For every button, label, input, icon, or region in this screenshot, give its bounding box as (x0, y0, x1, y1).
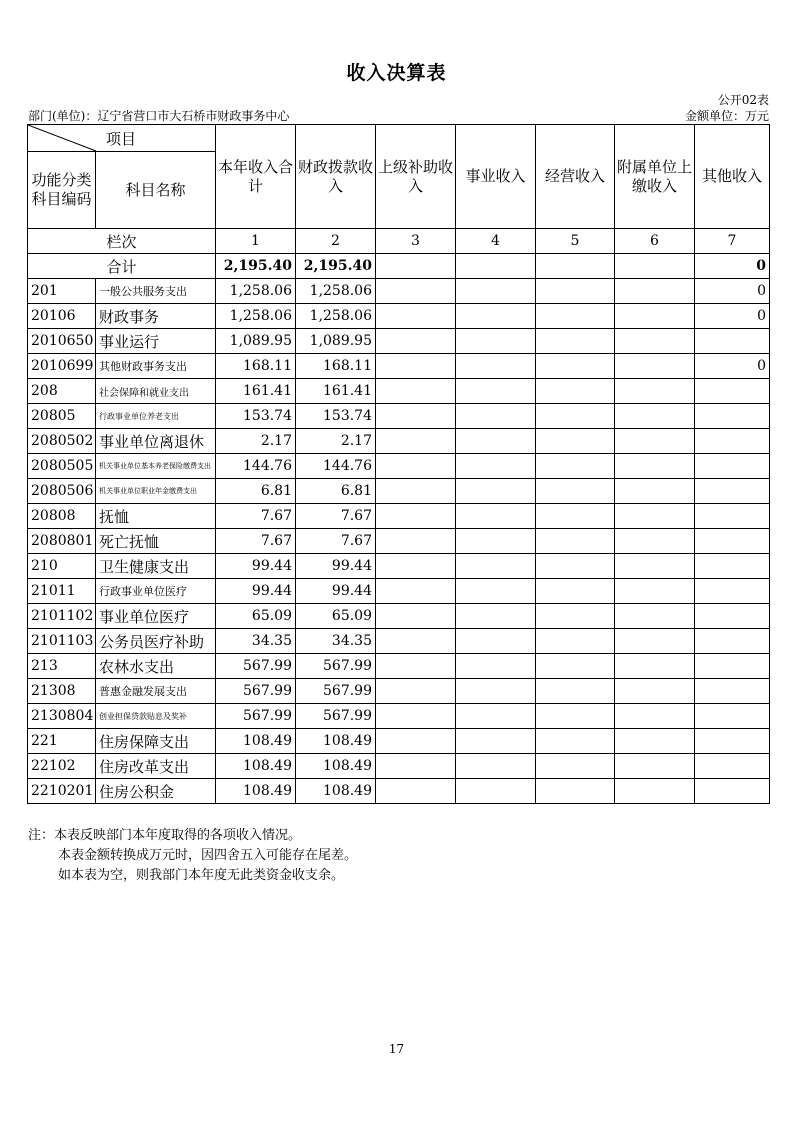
func-code-header: 功能分类科目编码 (28, 152, 96, 229)
row-value (695, 654, 770, 679)
table-row (28, 304, 770, 329)
row-value (695, 529, 770, 554)
row-value: 161.41 (296, 379, 376, 404)
row-value (536, 304, 615, 329)
row-value (376, 604, 456, 629)
row-value (456, 404, 536, 429)
row-value (536, 729, 615, 754)
row-value (376, 579, 456, 604)
row-code: 210 (28, 554, 96, 579)
row-value: 567.99 (216, 679, 296, 704)
row-value (456, 479, 536, 504)
note-line: 注：本表反映部门本年度取得的各项收入情况。 (28, 828, 302, 843)
note-line: 如本表为空，则我部门本年度无此类资金收支余。 (58, 868, 345, 883)
row-value (615, 604, 695, 629)
row-value (536, 404, 615, 429)
row-code: 201 (28, 279, 96, 304)
row-value (376, 479, 456, 504)
header-row (28, 125, 770, 152)
total-value: 2,195.40 (296, 254, 376, 279)
row-value (536, 379, 615, 404)
row-value (376, 454, 456, 479)
row-value: 1,089.95 (216, 329, 296, 354)
row-code: 21308 (28, 679, 96, 704)
row-value (376, 554, 456, 579)
row-value (456, 604, 536, 629)
row-value (695, 579, 770, 604)
row-value (456, 454, 536, 479)
table-row (28, 579, 770, 604)
col-number: 7 (695, 229, 770, 254)
row-value (536, 454, 615, 479)
row-value (695, 604, 770, 629)
row-name: 财政事务 (96, 304, 216, 329)
table-row (28, 404, 770, 429)
row-value (695, 379, 770, 404)
row-value: 144.76 (216, 454, 296, 479)
row-value: 34.35 (216, 629, 296, 654)
row-value (615, 629, 695, 654)
row-value (536, 354, 615, 379)
row-value: 34.35 (296, 629, 376, 654)
row-value: 108.49 (216, 729, 296, 754)
col-header-4: 事业收入 (456, 125, 536, 229)
row-value (376, 779, 456, 804)
total-value (536, 254, 615, 279)
row-name: 住房改革支出 (96, 754, 216, 779)
notes (28, 826, 357, 886)
row-value (536, 779, 615, 804)
row-value (536, 279, 615, 304)
table-row (28, 554, 770, 579)
row-value (536, 629, 615, 654)
row-code: 2010650 (28, 329, 96, 354)
row-value (376, 404, 456, 429)
row-value (615, 279, 695, 304)
table-row (28, 504, 770, 529)
table-row (28, 779, 770, 804)
row-value: 99.44 (216, 554, 296, 579)
total-value: 2,195.40 (216, 254, 296, 279)
row-value (615, 454, 695, 479)
row-value (376, 429, 456, 454)
row-value (376, 279, 456, 304)
row-code: 22102 (28, 754, 96, 779)
row-value (456, 704, 536, 729)
row-name: 创业担保贷款贴息及奖补 (96, 704, 216, 729)
row-value (376, 679, 456, 704)
income-table (27, 124, 770, 804)
row-value: 99.44 (296, 579, 376, 604)
total-value (615, 254, 695, 279)
total-value (376, 254, 456, 279)
row-code: 2010699 (28, 354, 96, 379)
row-value: 2.17 (296, 429, 376, 454)
row-value: 7.67 (216, 504, 296, 529)
row-value (536, 604, 615, 629)
row-value: 108.49 (296, 754, 376, 779)
row-value: 168.11 (296, 354, 376, 379)
row-value: 0 (695, 279, 770, 304)
row-code: 20808 (28, 504, 96, 529)
row-value: 567.99 (296, 654, 376, 679)
row-value: 6.81 (296, 479, 376, 504)
row-name: 其他财政事务支出 (96, 354, 216, 379)
table-row (28, 454, 770, 479)
row-value (376, 304, 456, 329)
row-value (695, 679, 770, 704)
row-name: 住房公积金 (96, 779, 216, 804)
row-value (695, 554, 770, 579)
row-name: 公务员医疗补助 (96, 629, 216, 654)
row-name: 卫生健康支出 (96, 554, 216, 579)
row-value (376, 654, 456, 679)
row-value (456, 379, 536, 404)
row-value: 567.99 (216, 654, 296, 679)
row-value (456, 579, 536, 604)
col-header-7: 其他收入 (695, 125, 770, 229)
col-number: 5 (536, 229, 615, 254)
total-label: 合计 (28, 254, 216, 279)
row-value (695, 704, 770, 729)
col-header-1: 本年收入合计 (216, 125, 296, 229)
row-value (695, 504, 770, 529)
col-header-2: 财政拨款收入 (296, 125, 376, 229)
row-value (615, 779, 695, 804)
row-value (695, 454, 770, 479)
row-value (536, 429, 615, 454)
form-number: 公开02表 (717, 93, 769, 107)
col-number: 3 (376, 229, 456, 254)
col-header-3: 上级补助收入 (376, 125, 456, 229)
row-value (615, 554, 695, 579)
row-value: 567.99 (296, 679, 376, 704)
row-code: 2101102 (28, 604, 96, 629)
row-value: 153.74 (296, 404, 376, 429)
row-value (376, 504, 456, 529)
total-value (456, 254, 536, 279)
row-code: 20805 (28, 404, 96, 429)
row-value (536, 579, 615, 604)
row-value (456, 279, 536, 304)
table-row (28, 729, 770, 754)
page-number: 17 (388, 1042, 405, 1056)
row-value (615, 679, 695, 704)
row-name: 一般公共服务支出 (96, 279, 216, 304)
row-value (615, 529, 695, 554)
table-row (28, 754, 770, 779)
total-value: 0 (695, 254, 770, 279)
row-value: 1,258.06 (296, 279, 376, 304)
row-value (536, 654, 615, 679)
row-value (456, 779, 536, 804)
row-value (456, 754, 536, 779)
row-name: 事业运行 (96, 329, 216, 354)
row-name: 事业单位医疗 (96, 604, 216, 629)
row-value (456, 729, 536, 754)
row-value (615, 304, 695, 329)
table-row (28, 429, 770, 454)
department-label: 部门(单位)：辽宁省营口市大石桥市财政事务中心 (28, 109, 290, 123)
row-value (695, 779, 770, 804)
row-value: 99.44 (296, 554, 376, 579)
row-value (456, 429, 536, 454)
row-value (615, 729, 695, 754)
table-row (28, 629, 770, 654)
row-code: 208 (28, 379, 96, 404)
row-value: 6.81 (216, 479, 296, 504)
row-value: 65.09 (296, 604, 376, 629)
row-value (615, 379, 695, 404)
row-value: 65.09 (216, 604, 296, 629)
row-value: 161.41 (216, 379, 296, 404)
col-header-5: 经营收入 (536, 125, 615, 229)
row-value: 7.67 (216, 529, 296, 554)
row-value (376, 379, 456, 404)
row-value: 99.44 (216, 579, 296, 604)
row-value (615, 329, 695, 354)
row-value: 2.17 (216, 429, 296, 454)
row-value (456, 354, 536, 379)
row-value: 153.74 (216, 404, 296, 429)
row-name: 普惠金融发展支出 (96, 679, 216, 704)
subject-name-header: 科目名称 (96, 152, 216, 229)
row-value (695, 429, 770, 454)
row-value (615, 654, 695, 679)
row-code: 2101103 (28, 629, 96, 654)
row-value (376, 704, 456, 729)
row-code: 2080502 (28, 429, 96, 454)
col-number: 1 (216, 229, 296, 254)
row-code: 21011 (28, 579, 96, 604)
row-value (615, 704, 695, 729)
table-row (28, 704, 770, 729)
col-number-label: 栏次 (28, 229, 216, 254)
table-row (28, 654, 770, 679)
row-name: 行政事业单位养老支出 (96, 404, 216, 429)
row-value (695, 329, 770, 354)
row-value (456, 504, 536, 529)
row-name: 事业单位离退休 (96, 429, 216, 454)
row-value (376, 754, 456, 779)
row-value (536, 529, 615, 554)
row-value (615, 429, 695, 454)
table-row (28, 679, 770, 704)
row-value (615, 754, 695, 779)
row-value: 1,258.06 (296, 304, 376, 329)
row-value (615, 479, 695, 504)
row-value: 0 (695, 354, 770, 379)
row-value: 567.99 (296, 704, 376, 729)
row-name: 抚恤 (96, 504, 216, 529)
row-value (456, 679, 536, 704)
table-row (28, 329, 770, 354)
table-row (28, 354, 770, 379)
row-value (615, 354, 695, 379)
total-row (28, 254, 770, 279)
row-name: 机关事业单位基本养老保险缴费支出 (96, 454, 216, 479)
row-value (376, 329, 456, 354)
row-name: 农林水支出 (96, 654, 216, 679)
table-row (28, 604, 770, 629)
row-value (456, 304, 536, 329)
row-value (536, 704, 615, 729)
row-code: 2080506 (28, 479, 96, 504)
row-value (376, 529, 456, 554)
row-value (695, 404, 770, 429)
note-line: 本表金额转换成万元时，因四舍五入可能存在尾差。 (58, 848, 358, 863)
table-row (28, 529, 770, 554)
row-value: 1,258.06 (216, 279, 296, 304)
row-value: 7.67 (296, 504, 376, 529)
row-name: 机关事业单位职业年金缴费支出 (96, 479, 216, 504)
row-value (536, 679, 615, 704)
row-value (536, 329, 615, 354)
column-number-row (28, 229, 770, 254)
row-name: 住房保障支出 (96, 729, 216, 754)
row-code: 20106 (28, 304, 96, 329)
row-value: 108.49 (216, 754, 296, 779)
row-value (456, 654, 536, 679)
item-header-cell (28, 125, 216, 152)
row-value (456, 329, 536, 354)
row-code: 2130804 (28, 704, 96, 729)
row-value: 1,258.06 (216, 304, 296, 329)
row-name: 社会保障和就业支出 (96, 379, 216, 404)
row-value (536, 554, 615, 579)
row-value (536, 504, 615, 529)
row-code: 213 (28, 654, 96, 679)
row-value (376, 629, 456, 654)
row-value: 108.49 (296, 729, 376, 754)
row-value: 1,089.95 (296, 329, 376, 354)
row-value: 7.67 (296, 529, 376, 554)
row-value (695, 729, 770, 754)
row-code: 2080505 (28, 454, 96, 479)
row-name: 死亡抚恤 (96, 529, 216, 554)
row-value (376, 354, 456, 379)
col-number: 2 (296, 229, 376, 254)
row-value: 0 (695, 304, 770, 329)
page-title: 收入决算表 (346, 62, 447, 84)
table-row (28, 479, 770, 504)
row-value (536, 479, 615, 504)
row-value: 108.49 (296, 779, 376, 804)
col-number: 4 (456, 229, 536, 254)
row-value: 108.49 (216, 779, 296, 804)
item-header: 项目 (106, 130, 137, 148)
row-code: 2210201 (28, 779, 96, 804)
row-value (615, 579, 695, 604)
row-value (536, 754, 615, 779)
col-header-6: 附属单位上缴收入 (615, 125, 695, 229)
table-row (28, 379, 770, 404)
unit-label: 金额单位：万元 (684, 109, 769, 123)
table-row (28, 279, 770, 304)
row-value (615, 404, 695, 429)
row-value: 567.99 (216, 704, 296, 729)
row-value (695, 629, 770, 654)
row-code: 2080801 (28, 529, 96, 554)
col-number: 6 (615, 229, 695, 254)
row-value: 144.76 (296, 454, 376, 479)
row-value (695, 754, 770, 779)
row-value (456, 529, 536, 554)
row-value (376, 729, 456, 754)
row-value (695, 479, 770, 504)
row-name: 行政事业单位医疗 (96, 579, 216, 604)
row-value: 168.11 (216, 354, 296, 379)
row-value (456, 554, 536, 579)
row-value (456, 629, 536, 654)
row-value (615, 504, 695, 529)
row-code: 221 (28, 729, 96, 754)
